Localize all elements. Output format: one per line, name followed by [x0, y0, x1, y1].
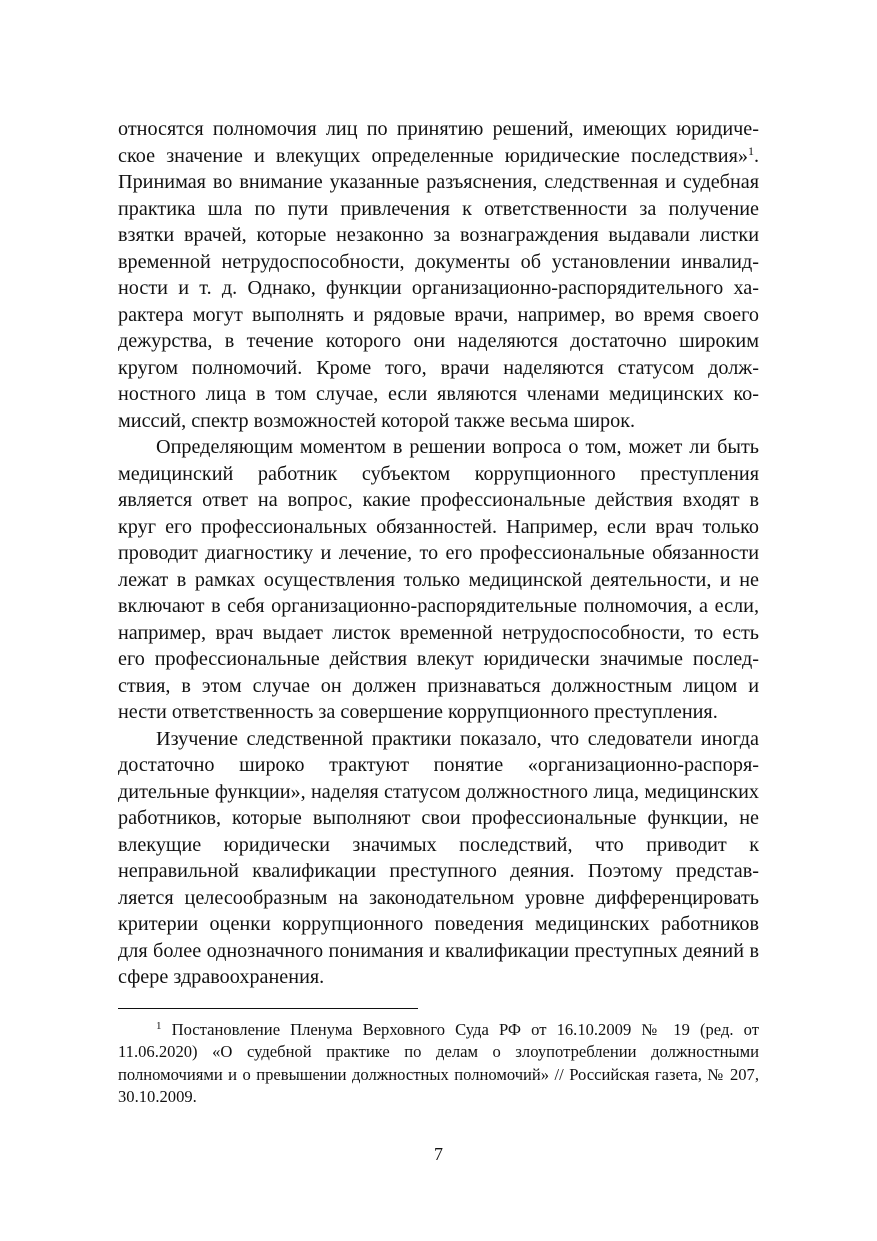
paragraph-2: Определяющим моментом в решении вопроса о том, может ли быть медицинский работник субъектом коррупционного преступления является ответ на вопрос, какие профессиональные действия входят в круг его профессиональных обязанностей. Например, если врач только проводит диагностику и лечение, то его профессиональные обязанности лежат в рамках осуществления только медицинской деятельности, и не включают в себя организационно-распорядительные полномочия, а если, например, врач выдает листок временной нетрудоспособности, то есть его профессиональные действия влекут юридически значимые последствия, в этом случае он должен признаваться должностным лицом и нести ответственность за совершение коррупционного преступления.	[118, 436, 759, 723]
paragraph-1-text-after-ref: . Принимая во внимание указанные разъяснения, следственная и судебная практика шла по пути привлечения к ответственности за получение взятки врачей, которые незаконно за вознаграждения выдавали листки временной нетрудоспособности, документы об установлении инвалидности и т. д. Однако, функции организационно-распорядительного характера могут выполнять и рядовые врачи, например, во время своего дежурства, в течение которого они наделяются достаточно широким кругом полномочий. Кроме того, врачи наделяются статусом должностного лица в том случае, если являются членами медицинских комиссий, спектр возможностей которой также весьма широк.	[118, 144, 759, 432]
page-number: 7	[434, 1144, 443, 1164]
footnote-separator	[118, 1008, 418, 1009]
footnote-reference: 1	[747, 143, 754, 158]
paragraph-3: Изучение следственной практики показало, что следователи иногда достаточно широко трактуют понятие «организационно-распорядительные функции», наделяя статусом должностного лица, медицинских работников, которые выполняют свои профессиональные функции, не влекущие юридически значимых последствий, что приводит к неправильной квалификации преступного деяния. Поэтому представляется целесообразным на законодательном уровне дифференцировать критерии оценки коррупционного поведения медицинских работников для более однозначного понимания и квалификации преступных деяний в сфере здравоохранения.	[118, 727, 759, 988]
page-content	[118, 116, 759, 1109]
footnote	[118, 1019, 759, 1109]
paragraph-1-text-before-ref: относятся полномочия лиц по принятию решений, имеющих юридическое значение и влекущих определенные юридические последствия»	[118, 118, 759, 167]
body-text	[118, 116, 759, 991]
footnote-text: Постановление Пленума Верховного Суда РФ от 16.10.2009 № 19 (ред. от 11.06.2020) «О судебной практике по делам о злоупотреблении должностными полномочиями и о превышении должностных полномочий» // Российская газета, № 207, 30.10.2009.	[118, 1019, 759, 1106]
paragraph-1	[118, 116, 759, 434]
footnote-marker: 1	[156, 1019, 162, 1032]
